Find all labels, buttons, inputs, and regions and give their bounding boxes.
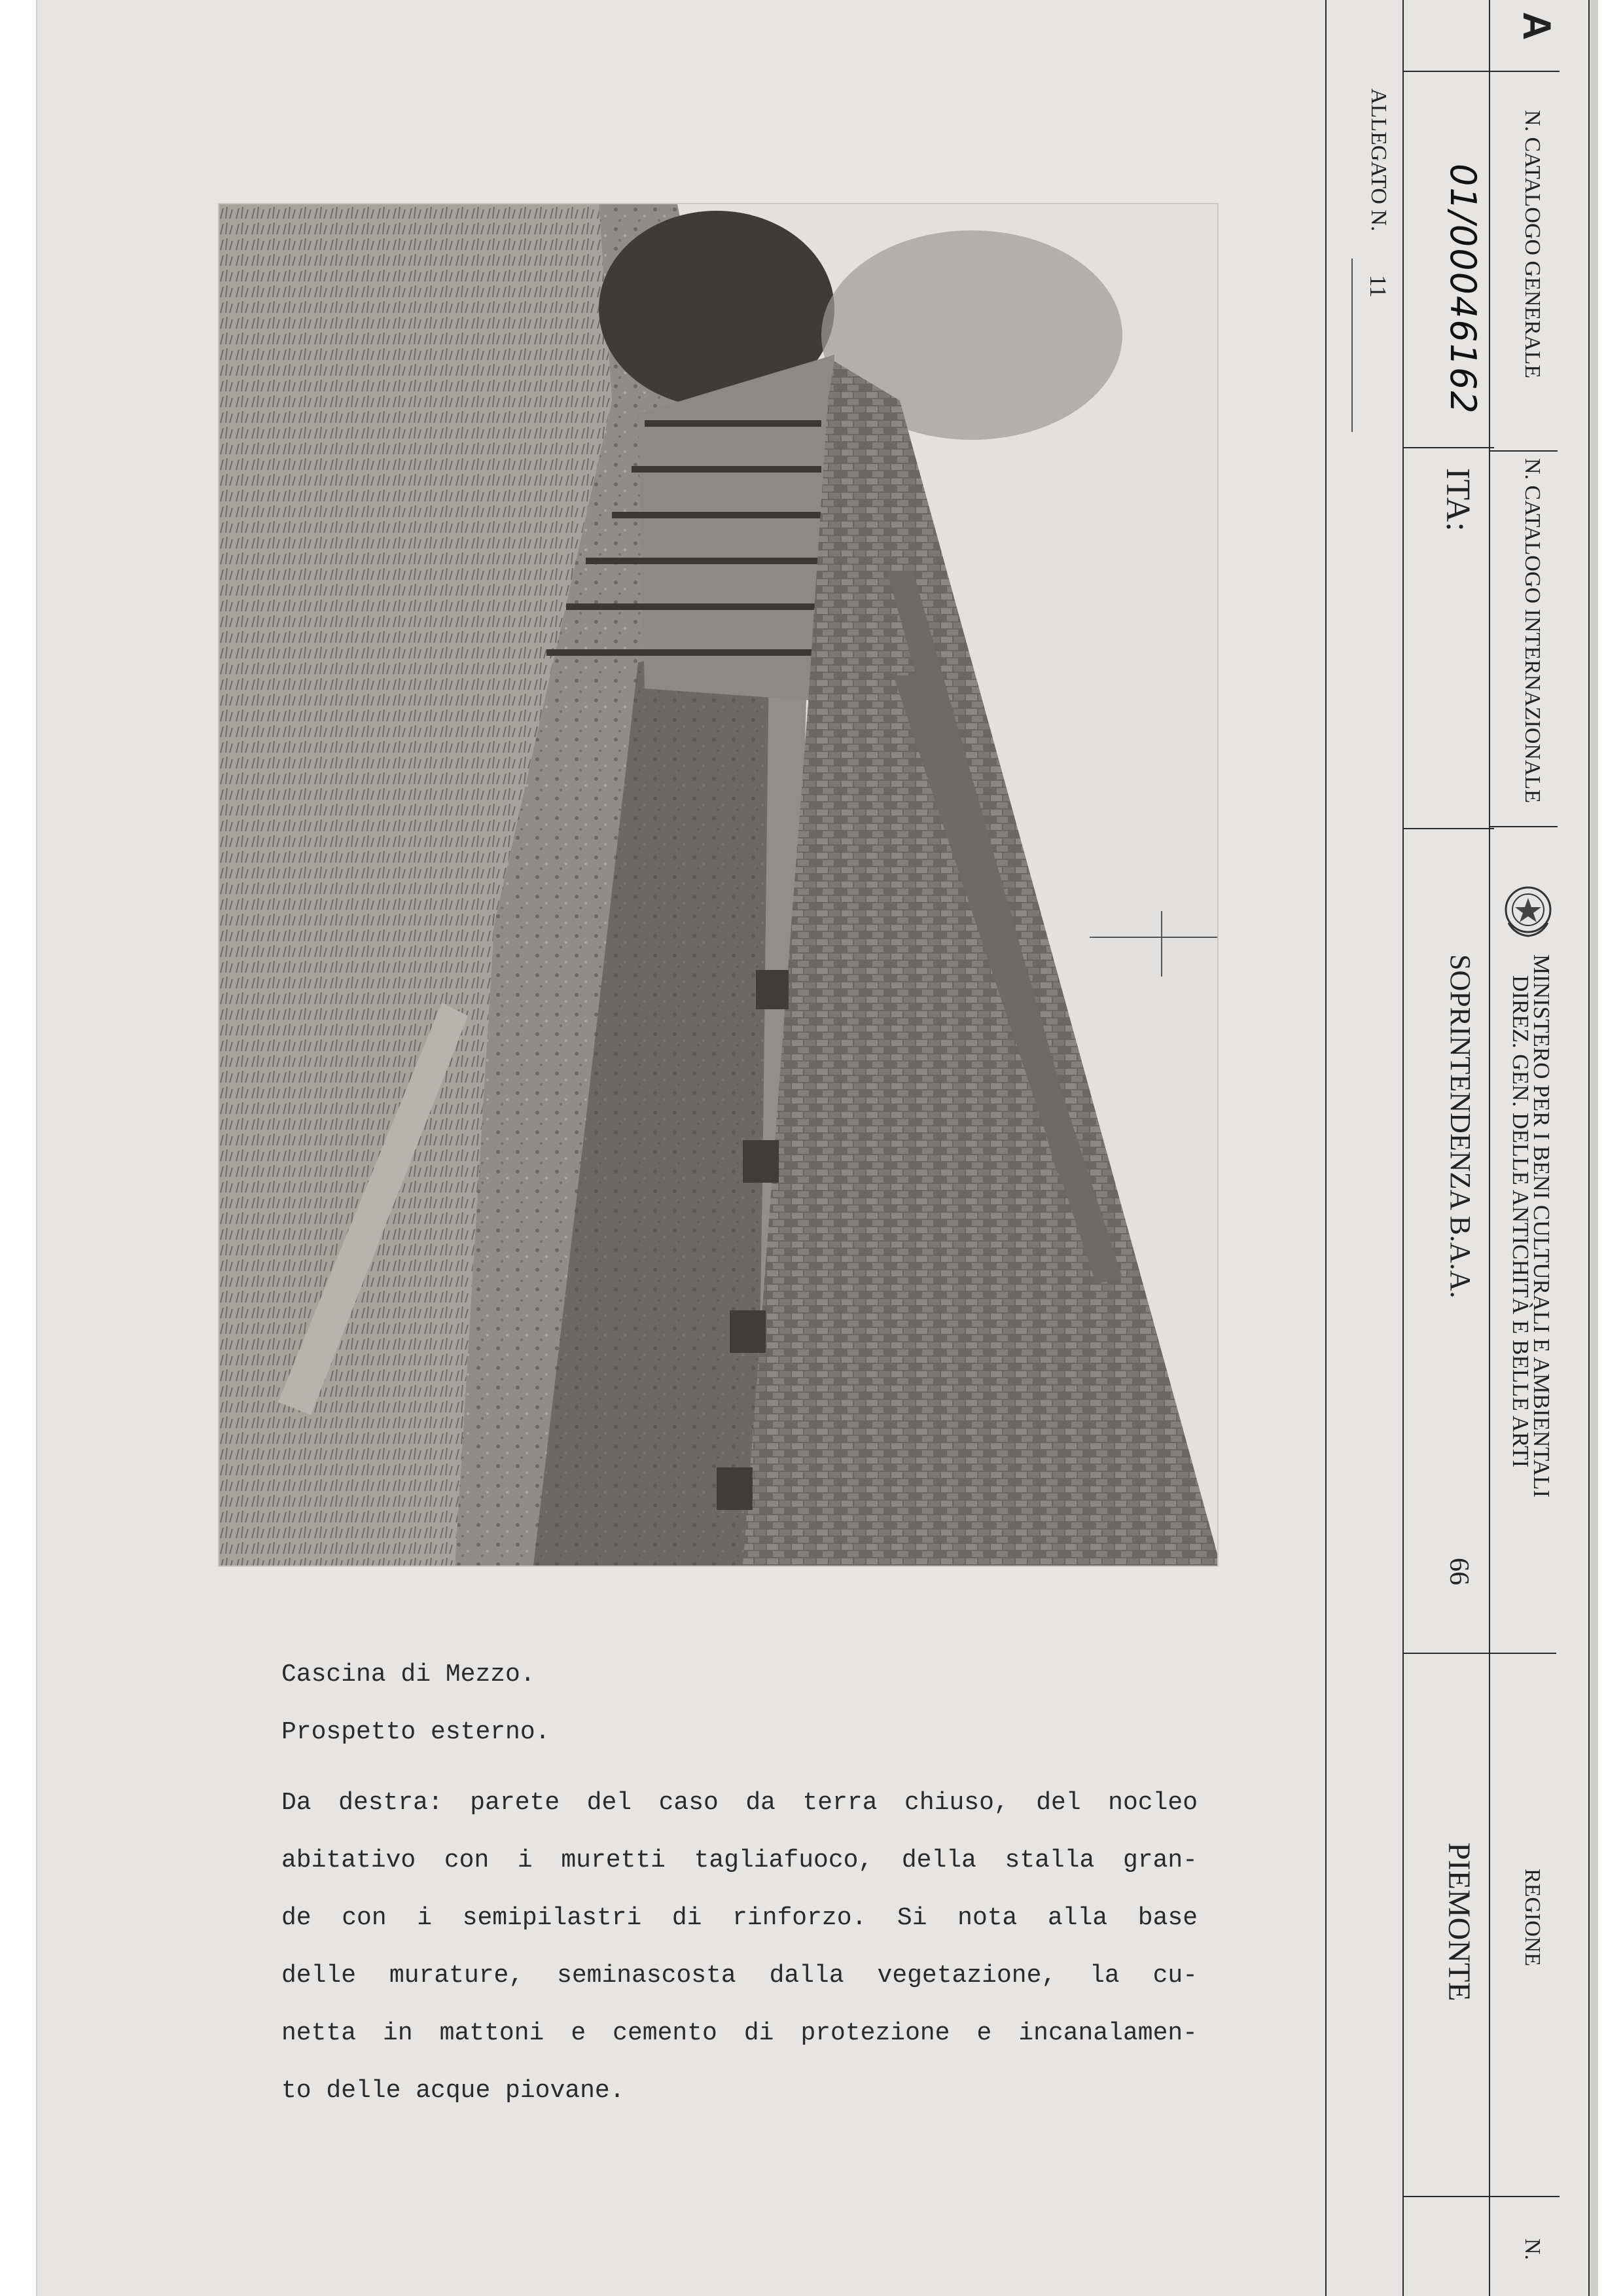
caption-line: de con i semipilastri di rinforzo. Si nota alla base <box>281 1904 1198 1932</box>
catalog-header-strip <box>1325 0 1590 2296</box>
ministero-line-1: MINISTERO PER I BENI CULTURALI E AMBIENTALI <box>1529 954 1554 1498</box>
divider-line <box>1402 1653 1556 1654</box>
catalogo-internazionale-label: N. CATALOGO INTERNAZIONALE <box>1520 458 1544 804</box>
caption-subtitle: Prospetto esterno. <box>281 1718 550 1746</box>
catalogo-generale-value: 01/00046162 <box>1442 164 1484 415</box>
divider-line <box>1402 0 1404 2296</box>
caption-line: to delle acque piovane. <box>281 2077 625 2105</box>
page-edge <box>1590 0 1598 2296</box>
caption-line: netta in mattoni e cemento di protezione e incanalamen- <box>281 2019 1198 2047</box>
allegato-underline <box>1351 259 1353 432</box>
divider-line <box>1325 0 1327 2296</box>
divider-line <box>1489 450 1558 452</box>
divider-line <box>1402 2196 1560 2197</box>
regione-value: PIEMONTE <box>1442 1842 1476 2001</box>
soprintendenza-number: 66 <box>1444 1558 1474 1585</box>
allegato-value: 11 <box>1365 275 1391 298</box>
corner-letter: A <box>1515 12 1559 41</box>
caption-line: Da destra: parete del caso da terra chiuso, del nocleo <box>281 1789 1198 1817</box>
numero-label: N. <box>1520 2238 1544 2261</box>
divider-line <box>1402 828 1494 829</box>
ministero-line-2: DIREZ. GEN. DELLE ANTICHITÀ E BELLE ARTI <box>1508 975 1533 1468</box>
divider-line <box>1402 447 1494 448</box>
building-photograph <box>219 204 1217 1566</box>
divider-line <box>1489 826 1558 827</box>
caption-line: abitativo con i muretti tagliafuoco, della stalla gran- <box>281 1846 1198 1874</box>
catalogo-generale-label: N. CATALOGO GENERALE <box>1520 110 1544 378</box>
divider-line <box>1402 71 1560 72</box>
caption-line: delle murature, seminascosta dalla vegetazione, la cu- <box>281 1962 1198 1990</box>
divider-line <box>1588 0 1590 2296</box>
photo-caption <box>281 1659 1198 2120</box>
divider-line <box>1489 0 1490 2296</box>
soprintendenza-label: SOPRINTENDENZA B.A.A. <box>1444 954 1476 1299</box>
allegato-label: ALLEGATO N. <box>1366 88 1391 232</box>
italian-republic-emblem-icon <box>1502 877 1554 942</box>
regione-label: REGIONE <box>1520 1869 1544 1967</box>
caption-title: Cascina di Mezzo. <box>281 1660 535 1689</box>
ita-label: ITA: <box>1439 468 1476 531</box>
